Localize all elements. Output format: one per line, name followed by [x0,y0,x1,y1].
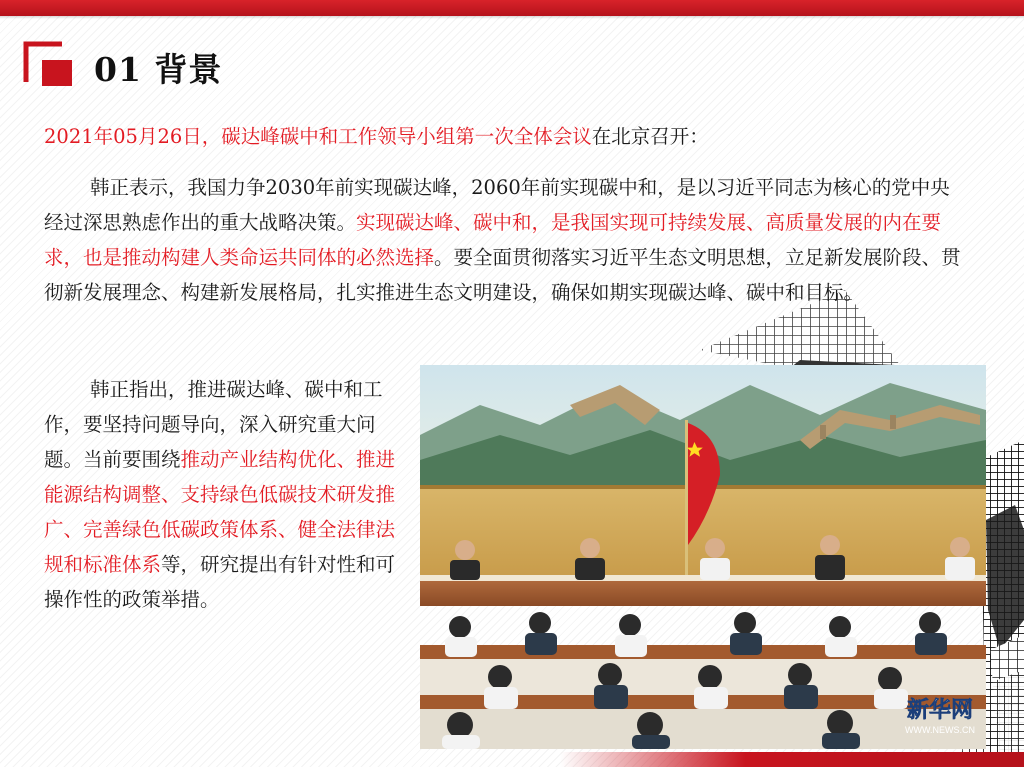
bottom-accent-bar [560,752,1024,767]
meeting-photo [420,365,986,749]
intro-paragraph [44,119,964,154]
intro-rest: 在北京召开： [591,125,709,148]
statement-text-a: 韩正表示，我国力争2030年前实现碳达峰，2060年前实现碳中和，是以习近平同志为核心的党中央经过深思熟虑作出的重大战略决策。 [44,176,950,234]
watermark-url: WWW.NEWS.CN [905,725,975,735]
slide-title: 01 背景 [94,50,223,89]
meeting-date: 2021年05月26日， [44,125,222,148]
statement-paragraph [44,170,962,310]
measures-text-b: 等，研究提出有针对性和可操作性的政策举措。 [44,553,396,611]
measures-highlight: 推动产业结构优化、推进能源结构调整、支持绿色低碳技术研发推广、完善绿色低碳政策体系、健全法律法规和标准体系 [44,448,396,576]
top-bar-shadow [0,16,1024,19]
measures-text-a: 韩正指出，推进碳达峰、碳中和工作，要坚持问题导向，深入研究重大问题。当前要围绕 [44,378,383,471]
measures-paragraph [44,372,410,617]
statement-highlight: 实现碳达峰、碳中和，是我国实现可持续发展、高质量发展的内在要求，也是推动构建人类命运共同体的必然选择 [44,211,942,269]
meeting-name: 碳达峰碳中和工作领导小组第一次全体会议 [221,125,592,148]
title-bracket-icon [22,40,76,88]
statement-text-b: 。要全面贯彻落实习近平生态文明思想，立足新发展阶段、贯彻新发展理念、构建新发展格局，扎实推进生态文明建设，确保如期实现碳达峰、碳中和目标。 [44,246,961,304]
top-accent-bar [0,0,1024,16]
watermark-logo: 新华网 [906,697,974,722]
